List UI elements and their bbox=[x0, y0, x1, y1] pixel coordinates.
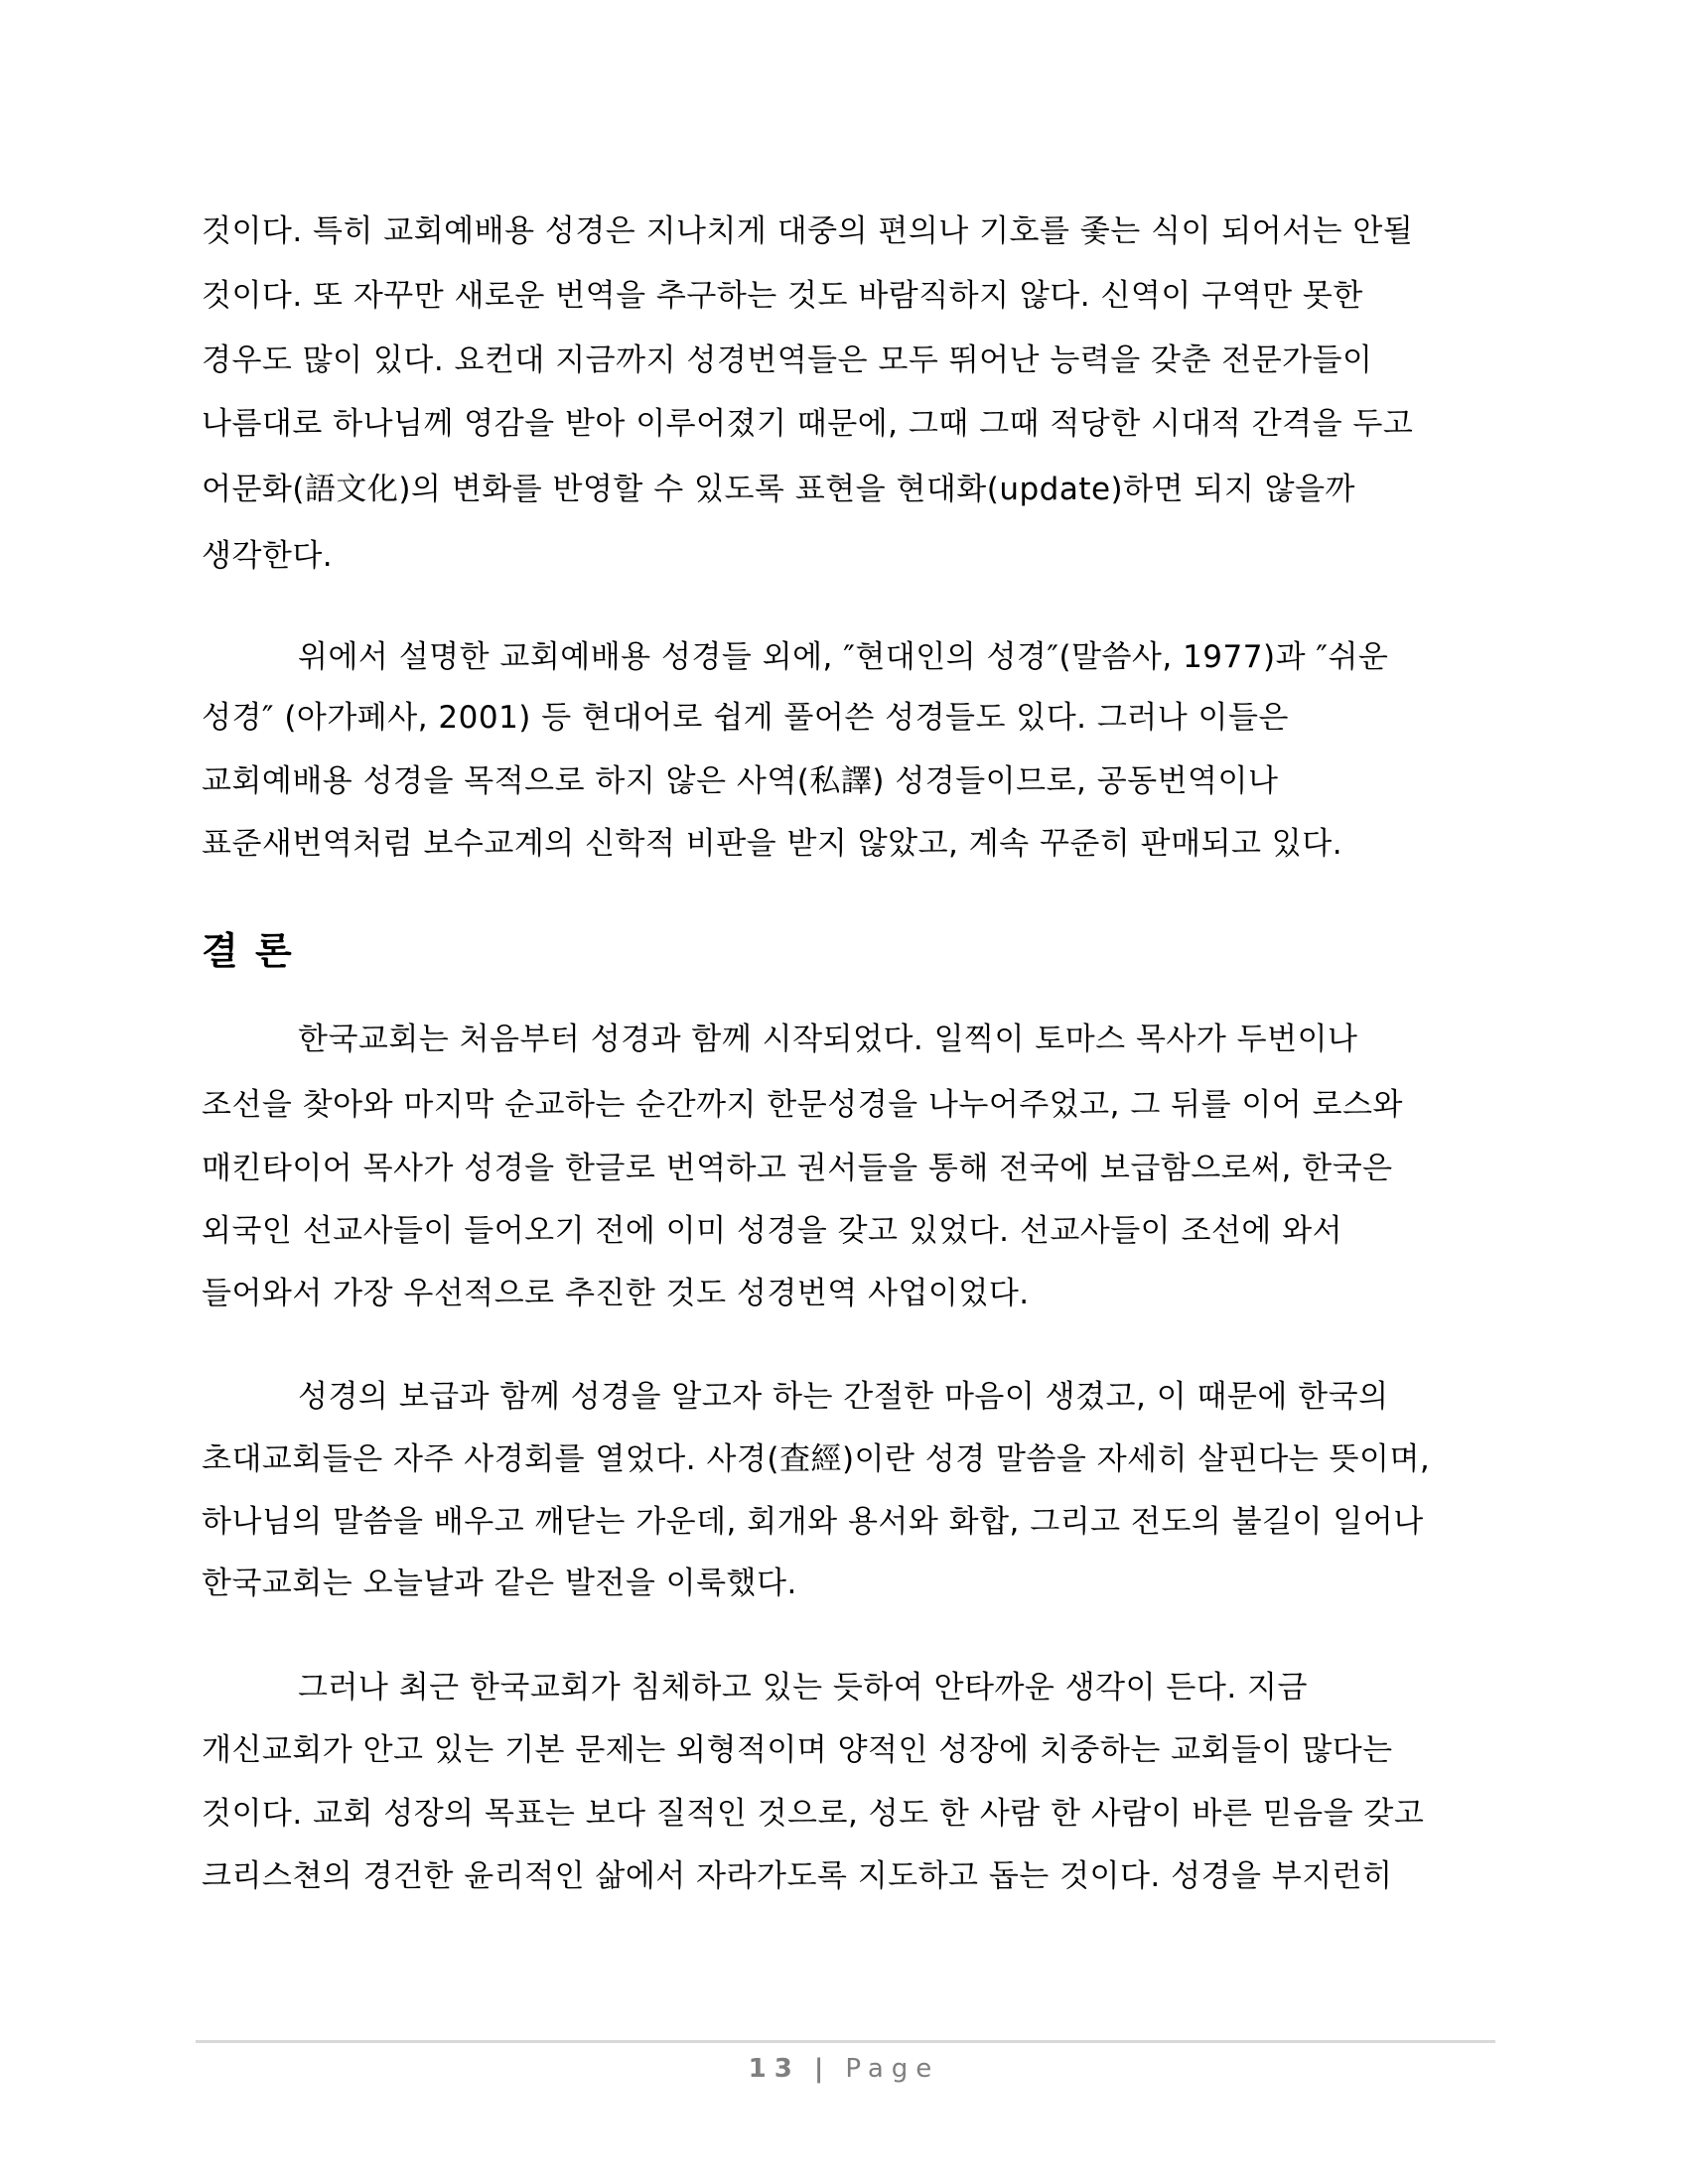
text-line: 생각한다. bbox=[202, 538, 334, 574]
text-line: 것이다. 교회 성장의 목표는 보다 질적인 것으로, 성도 한 사람 한 사람이 바른 믿음을 갖고 bbox=[202, 1796, 1425, 1832]
page-footer bbox=[0, 2051, 1688, 2087]
text-line: 하나님의 말씀을 배우고 깨닫는 가운데, 회개와 용서와 화합, 그리고 전도의 불길이 일어나 bbox=[202, 1504, 1424, 1540]
section-heading: 결 론 bbox=[202, 929, 294, 973]
text-line: 그러나 최근 한국교회가 침체하고 있는 듯하여 안타까운 생각이 든다. 지금 bbox=[298, 1670, 1308, 1706]
text-line: 경우도 많이 있다. 요컨대 지금까지 성경번역들은 모두 뛰어난 능력을 갖춘 전문가들이 bbox=[202, 342, 1373, 378]
text-line: 위에서 설명한 교회예배용 성경들 외에, ″현대인의 성경″(말씀사, 1977)과 ″쉬운 bbox=[298, 639, 1389, 675]
text-line: 초대교회들은 자주 사경회를 열었다. 사경(査經)이란 성경 말씀을 자세히 살핀다는 뜻이며, bbox=[202, 1441, 1431, 1477]
page-number: 13 bbox=[748, 2054, 800, 2084]
text-line: 성경″ (아가페사, 2001) 등 현대어로 쉽게 풀어쓴 성경들도 있다. 그러나 이들은 bbox=[202, 700, 1289, 736]
text-line: 어문화(語文化)의 변화를 반영할 수 있도록 표현을 현대화(update)하면 되지 않을까 bbox=[202, 472, 1355, 507]
text-line: 매킨타이어 목사가 성경을 한글로 번역하고 권서들을 통해 전국에 보급함으로써, 한국은 bbox=[202, 1151, 1393, 1186]
text-line: 크리스쳔의 경건한 윤리적인 삶에서 자라가도록 지도하고 돕는 것이다. 성경을 부지런히 bbox=[202, 1858, 1393, 1894]
text-line: 개신교회가 안고 있는 기본 문제는 외형적이며 양적인 성장에 치중하는 교회들이 많다는 bbox=[202, 1732, 1393, 1768]
text-line: 나름대로 하나님께 영감을 받아 이루어졌기 때문에, 그때 그때 적당한 시대적 간격을 두고 bbox=[202, 406, 1414, 442]
text-line: 성경의 보급과 함께 성경을 알고자 하는 간절한 마음이 생겼고, 이 때문에 한국의 bbox=[298, 1379, 1389, 1415]
text-line: 표준새번역처럼 보수교계의 신학적 비판을 받지 않았고, 계속 꾸준히 판매되고 있다. bbox=[202, 826, 1343, 862]
text-line: 한국교회는 오늘날과 같은 발전을 이룩했다. bbox=[202, 1566, 797, 1601]
text-line: 것이다. 특히 교회예배용 성경은 지나치게 대중의 편의나 기호를 좇는 식이 되어서는 안될 bbox=[202, 213, 1414, 249]
text-line: 조선을 찾아와 마지막 순교하는 순간까지 한문성경을 나누어주었고, 그 뒤를 이어 로스와 bbox=[202, 1087, 1403, 1123]
footer-separator: | bbox=[813, 2054, 832, 2084]
text-line: 한국교회는 처음부터 성경과 함께 시작되었다. 일찍이 토마스 목사가 두번이나 bbox=[298, 1022, 1358, 1057]
footer-divider bbox=[196, 2040, 1495, 2043]
text-line: 교회예배용 성경을 목적으로 하지 않은 사역(私譯) 성경들이므로, 공동번역이나 bbox=[202, 763, 1279, 799]
text-line: 들어와서 가장 우선적으로 추진한 것도 성경번역 사업이었다. bbox=[202, 1276, 1030, 1311]
text-line: 외국인 선교사들이 들어오기 전에 이미 성경을 갖고 있었다. 선교사들이 조선에 와서 bbox=[202, 1213, 1343, 1249]
text-line: 것이다. 또 자꾸만 새로운 번역을 추구하는 것도 바람직하지 않다. 신역이 구역만 못한 bbox=[202, 278, 1363, 314]
page-label: Page bbox=[845, 2054, 940, 2084]
